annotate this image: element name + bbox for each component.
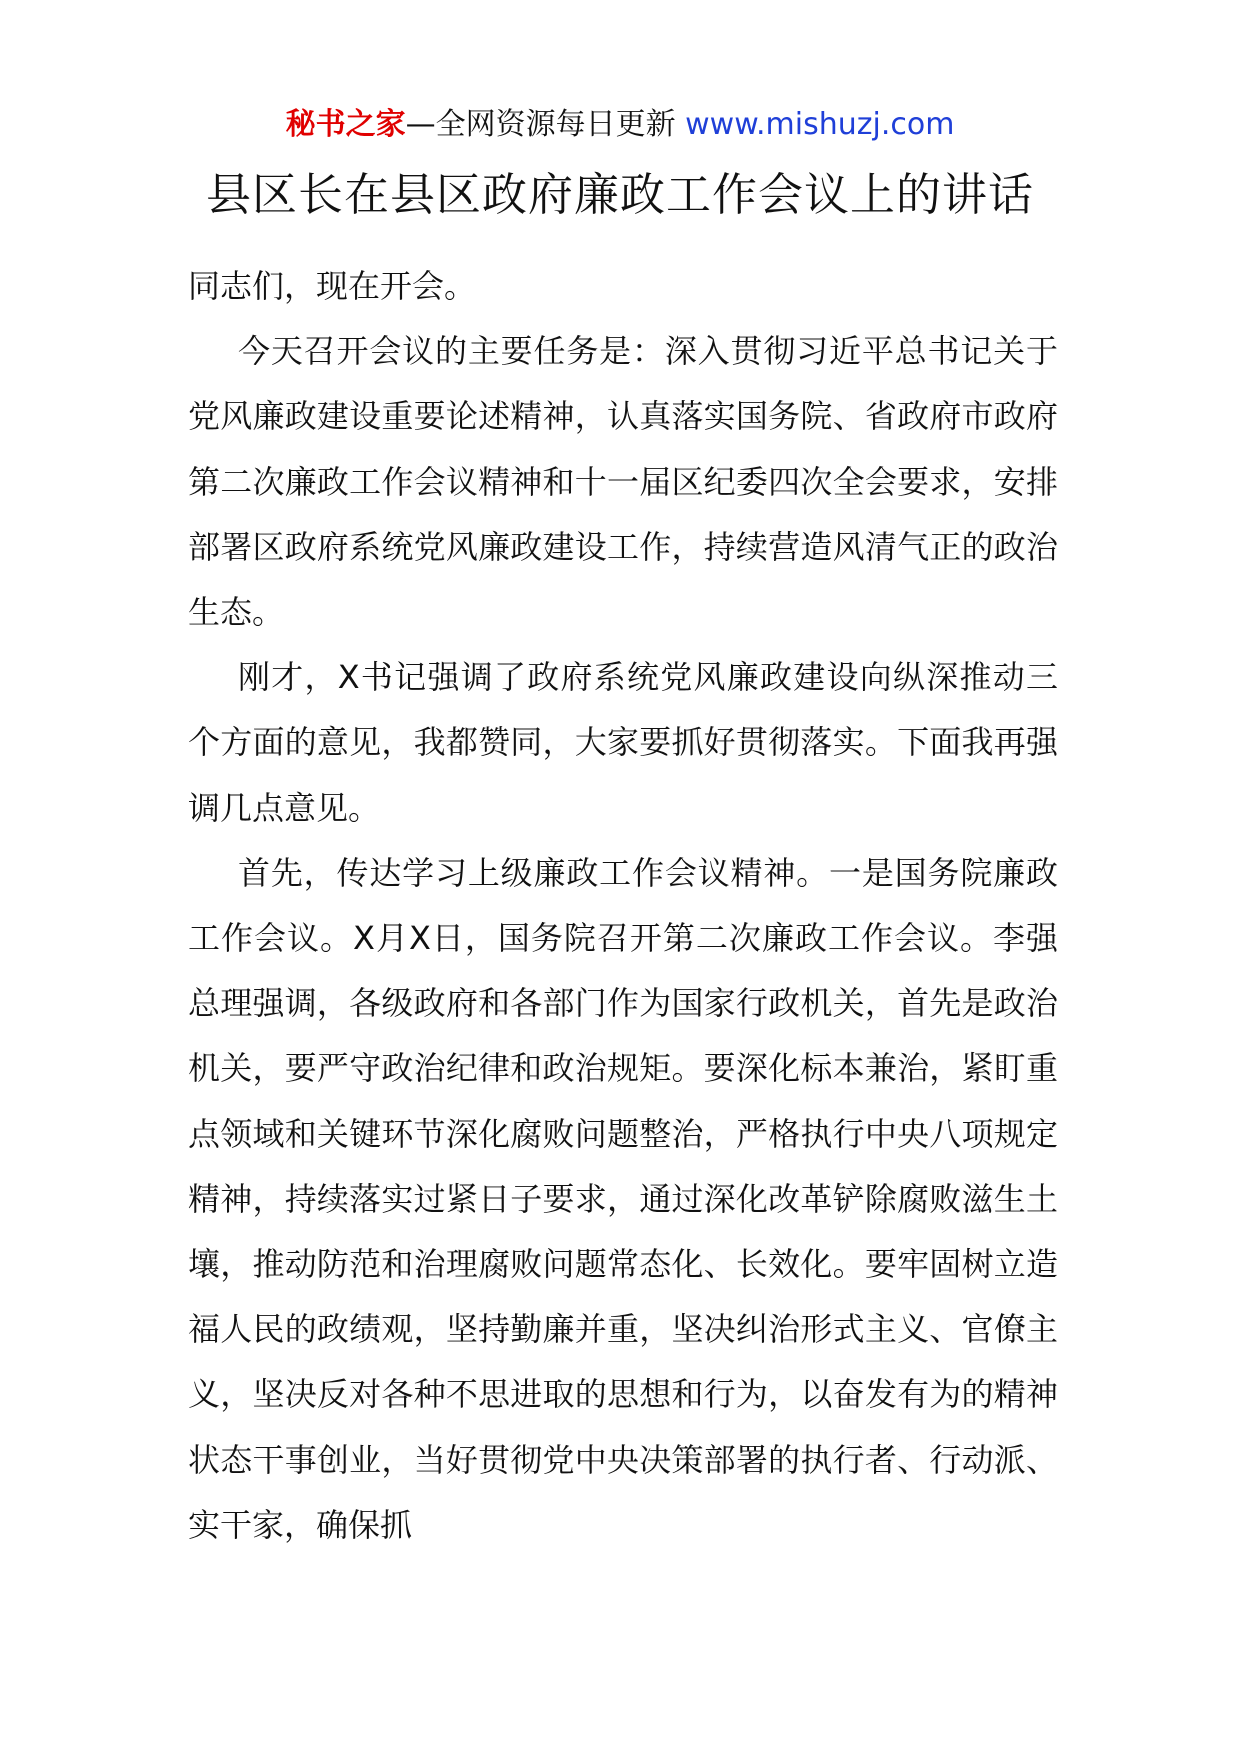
paragraph-meeting-task: 今天召开会议的主要任务是：深入贯彻习近平总书记关于党风廉政建设重要论述精神，认真落实国务院、省政府市政府第二次廉政工作会议精神和十一届区纪委四次全会要求，安排部署区政府系统党风廉政建设工作，持续营造风清气正的政治生态。 (188, 332, 1058, 632)
brand-name: 秘书之家 (285, 107, 406, 142)
paragraph-greeting: 同志们，现在开会。 (188, 267, 477, 305)
paragraph-secretary-remarks: 刚才，X书记强调了政府系统党风廉政建设向纵深推动三个方面的意见，我都赞同，大家要抓好贯彻落实。下面我再强调几点意见。 (188, 658, 1058, 827)
document-body (188, 254, 1058, 1558)
site-header-banner (0, 100, 1240, 150)
site-url-link[interactable]: www.mishuzj.com (685, 107, 955, 142)
paragraph-first-point: 首先，传达学习上级廉政工作会议精神。一是国务院廉政工作会议。X月X日，国务院召开第二次廉政工作会议。李强总理强调，各级政府和各部门作为国家行政机关，首先是政治机关，要严守政治纪律和政治规矩。要深化标本兼治，紧盯重点领域和关键环节深化腐败问题整治，严格执行中央八项规定精神，持续落实过紧日子要求，通过深化改革铲除腐败滋生土壤，推动防范和治理腐败问题常态化、长效化。要牢固树立造福人民的政绩观，坚持勤廉并重，坚决纠治形式主义、官僚主义，坚决反对各种不思进取的思想和行为，以奋发有为的精神状态干事创业，当好贯彻党中央决策部署的执行者、行动派、实干家，确保抓 (188, 853, 1058, 1544)
document-title: 县区长在县区政府廉政工作会议上的讲话 (205, 168, 1034, 221)
header-tagline: —全网资源每日更新 (405, 107, 686, 142)
